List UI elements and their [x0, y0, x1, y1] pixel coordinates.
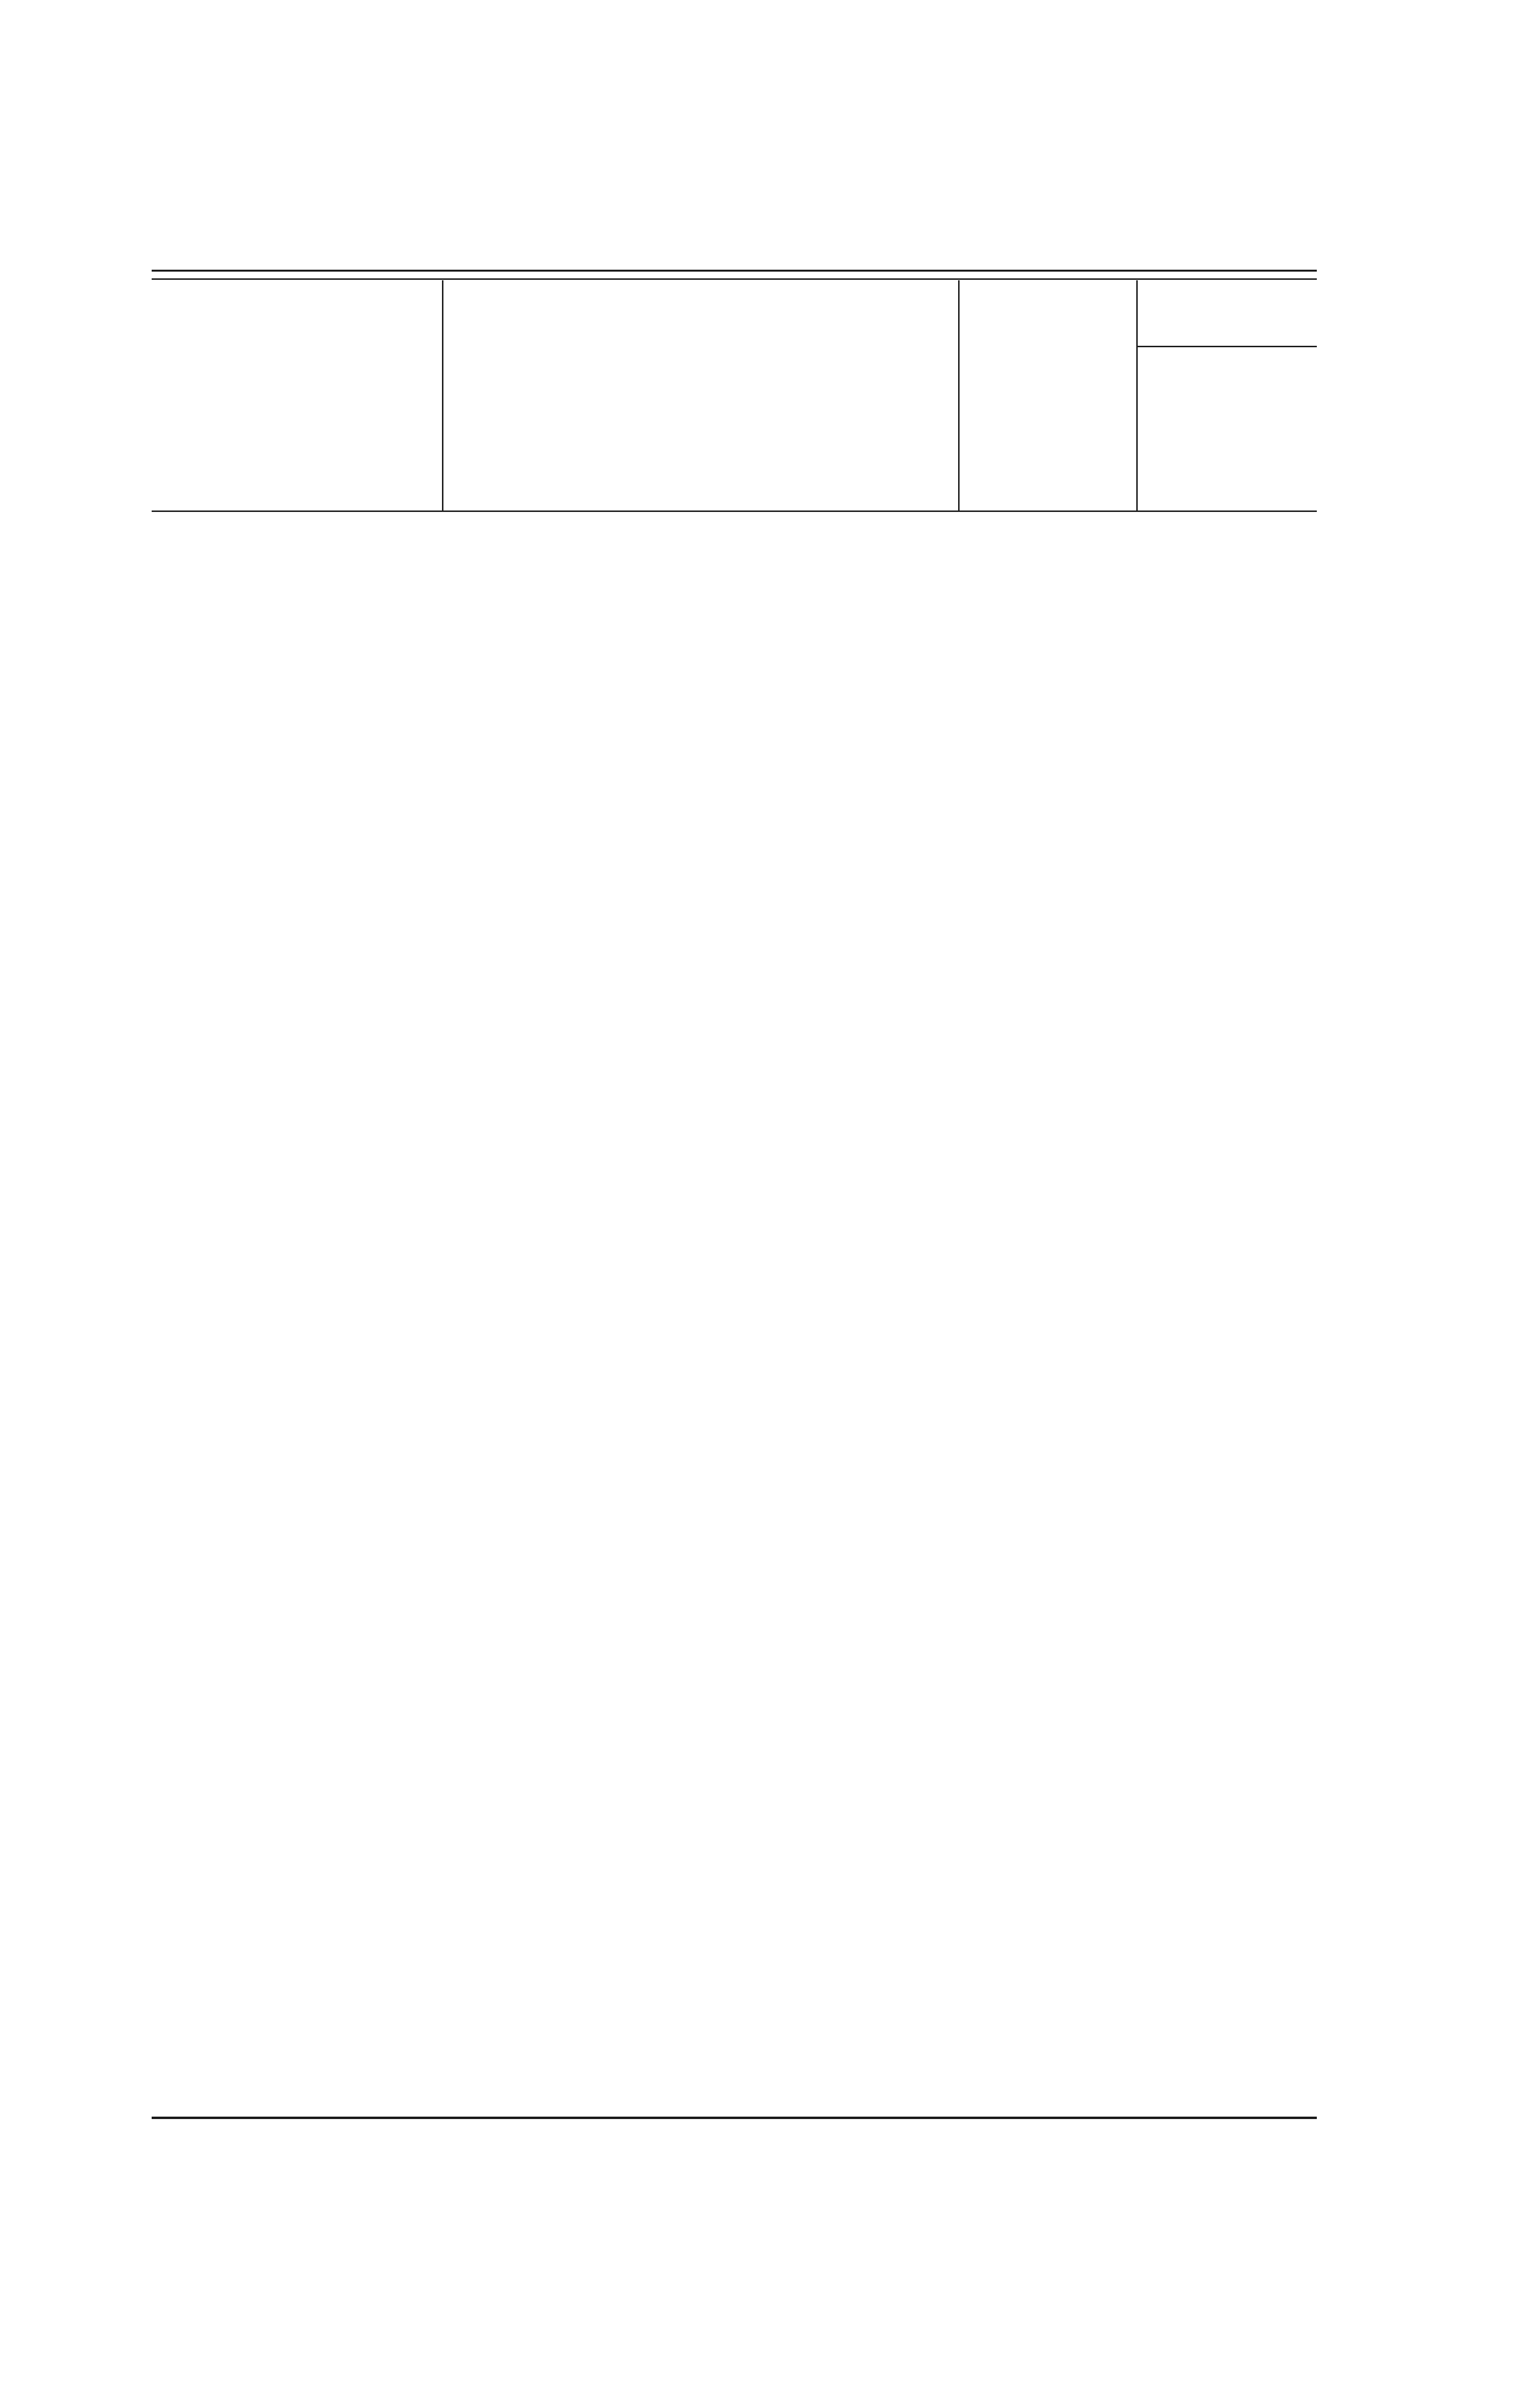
column-divider: [1136, 280, 1138, 511]
bottom-rule: [152, 2117, 1317, 2119]
top-rule-thin: [152, 278, 1317, 280]
column-divider: [958, 280, 960, 511]
column-divider: [442, 280, 443, 511]
top-rule: [152, 270, 1317, 272]
page-header: [150, 119, 1315, 163]
header-bottom-rule: [152, 510, 1317, 512]
load-subrule: [1138, 346, 1317, 347]
